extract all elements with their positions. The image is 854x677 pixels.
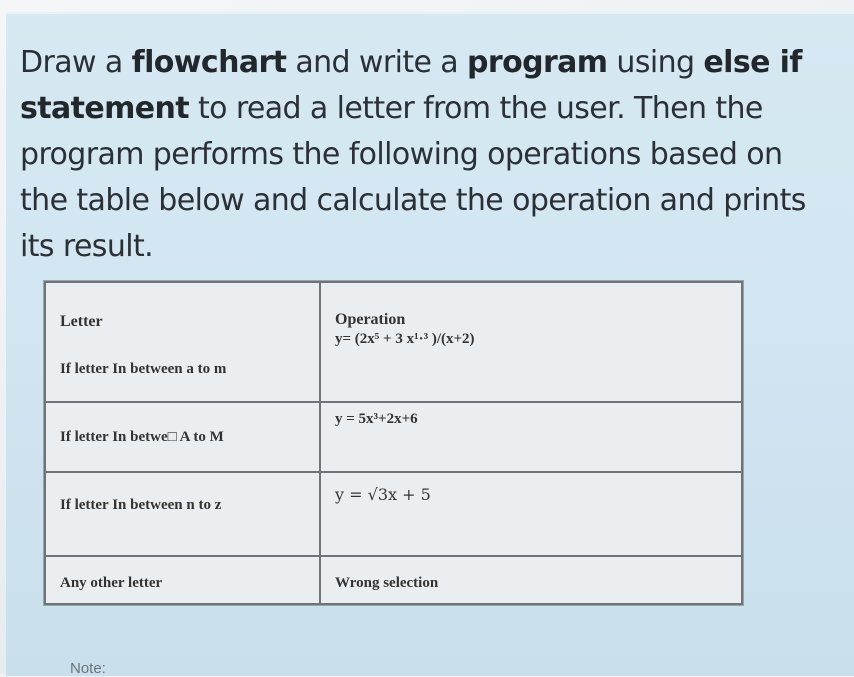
question-keyword: flowchart: [131, 45, 287, 80]
note-label: Note:: [70, 660, 106, 677]
table-row: [45, 282, 742, 402]
operation-cell: [320, 282, 742, 402]
question-fragment: and write a: [286, 45, 467, 80]
question-keyword: else if: [703, 45, 802, 80]
letter-condition: Any other letter: [60, 575, 163, 591]
question-fragment: to read a letter from the user. Then the program performs the following operations based on the table below and calculate the operation and prints its result.: [20, 91, 806, 264]
table-row: [45, 556, 742, 604]
table-row: [45, 402, 742, 472]
operation-formula: y= (2x⁵ + 3 x¹·³ )/(x+2): [335, 331, 475, 347]
letter-condition: If letter In between a to m: [60, 361, 227, 377]
letter-condition: If letter In between n to z: [60, 497, 222, 513]
operation-formula: Wrong selection: [335, 575, 439, 591]
letter-condition: If letter In betwe□ A to M: [60, 429, 224, 445]
operations-table: [44, 281, 743, 605]
question-text: [20, 40, 820, 270]
question-fragment: Draw a: [20, 45, 132, 80]
letter-header: Letter: [60, 313, 103, 330]
table-row: [45, 472, 742, 556]
operation-cell: [320, 472, 742, 556]
letter-cell: [45, 556, 320, 604]
operation-cell: [320, 402, 742, 472]
letter-cell: [45, 472, 320, 556]
operation-header: Operation: [335, 311, 406, 328]
question-keyword: program: [467, 45, 608, 80]
operation-cell: [320, 556, 742, 604]
letter-cell: [45, 282, 320, 402]
letter-cell: [45, 402, 320, 472]
operation-formula: y = 5x³+2x+6: [335, 411, 418, 427]
question-keyword: statement: [20, 91, 190, 126]
operation-formula: y = √3x + 5: [335, 485, 431, 504]
question-fragment: using: [607, 45, 704, 80]
